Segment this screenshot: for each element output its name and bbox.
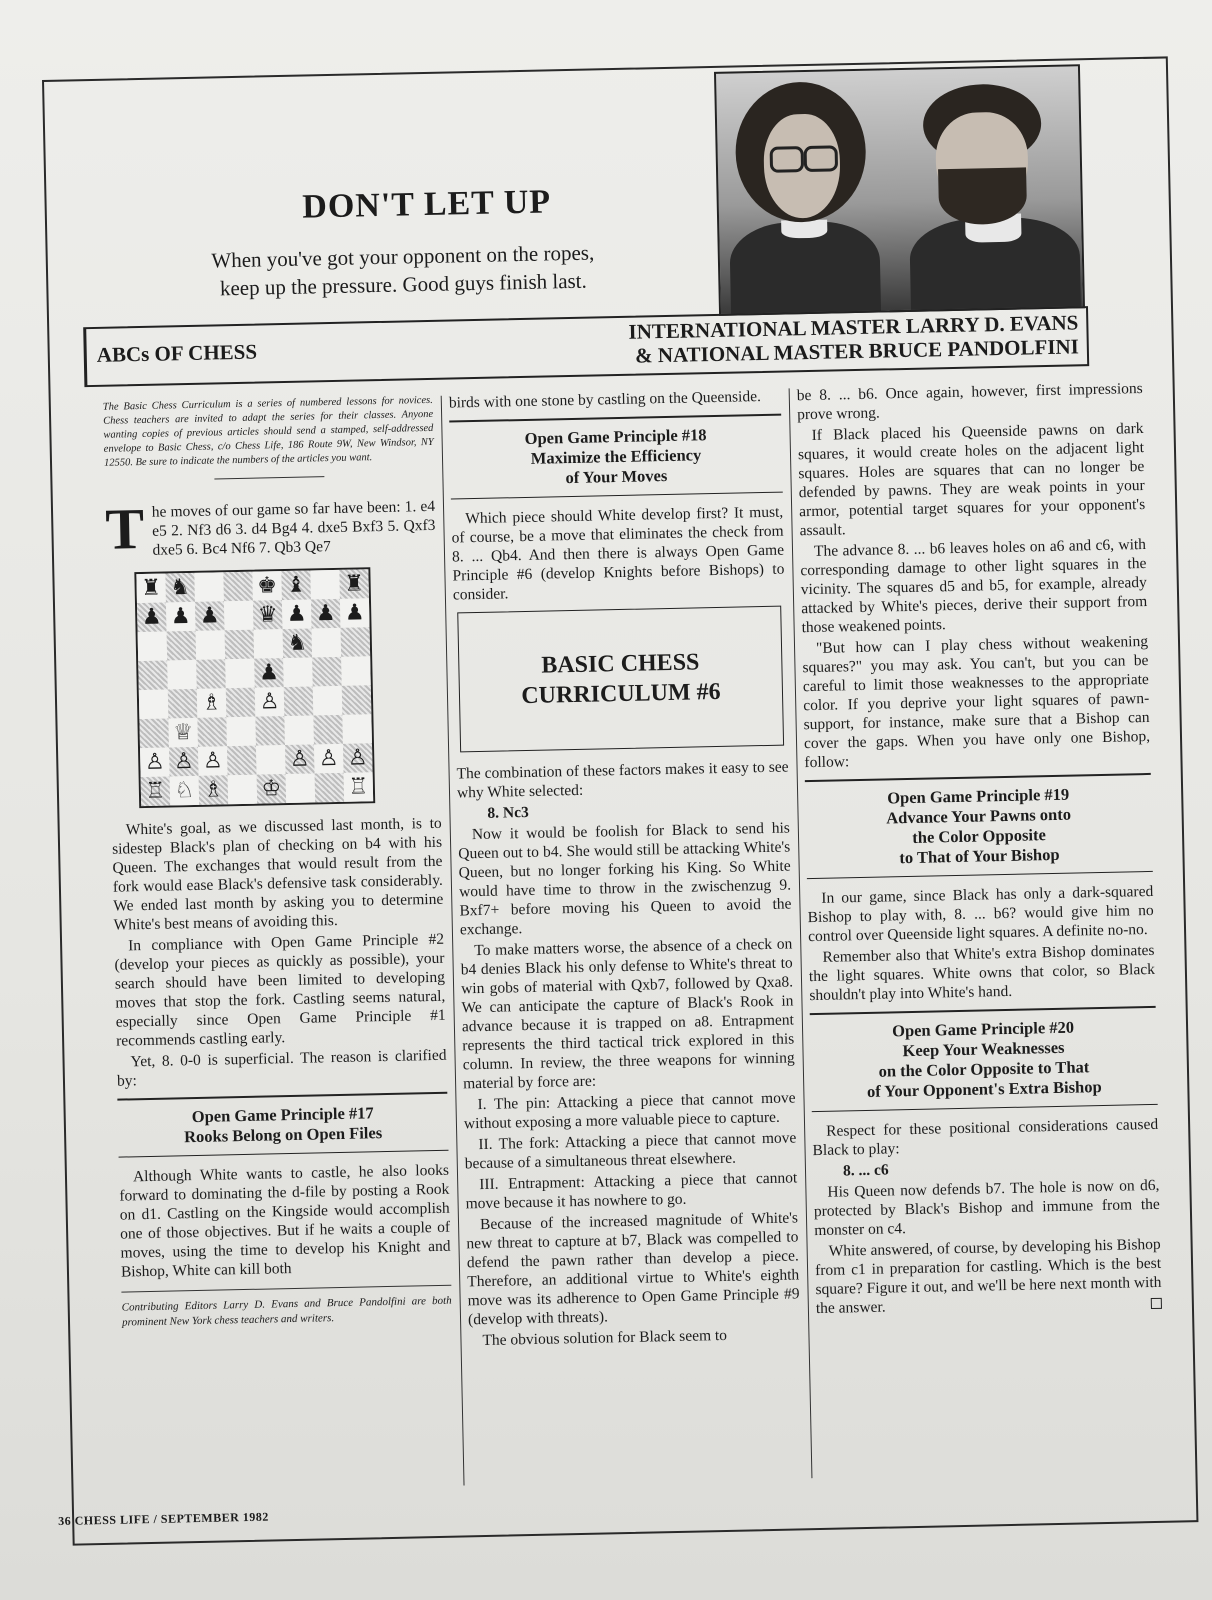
chess-piece-square: ♘ bbox=[170, 776, 200, 806]
paragraph: White's goal, as we discussed last month, is to sidestep Black's plan of checking on b4 with his Queen. The exchanges that would result from the fork would ease Black's defensive task considerably. We ended last month by asking you to determine White's best means of avoiding this. bbox=[111, 814, 444, 934]
chess-square bbox=[315, 773, 345, 803]
paragraph: Remember also that White's extra Bishop dominates the light squares. White owns that color, so Black shouldn't play into White's hand. bbox=[808, 941, 1156, 1005]
chess-piece-square: ♟ bbox=[311, 599, 341, 629]
curriculum-box: BASIC CHESS CURRICULUM #6 bbox=[457, 606, 784, 753]
chess-square bbox=[255, 716, 285, 746]
chess-square bbox=[312, 628, 342, 658]
chess-piece-square: ♟ bbox=[254, 658, 284, 688]
paragraph: If Black placed his Queenside pawns on dark squares, it would create holes on the adjacent light squares. Holes are squares that can no longer be defended by pawns. They are weak points in your armor, potential target squares for your opponent's assault. bbox=[797, 420, 1146, 540]
paragraph: Which piece should White develop first? It must, of course, be a move that eliminates the check from 8. ... Qb4. And then there is always Open Game Principle #6 (develop Knights before Bishops) to consider. bbox=[451, 503, 785, 604]
principle-17-heading: Open Game Principle #17 Rooks Belong on Open Files bbox=[117, 1092, 448, 1158]
chess-square bbox=[224, 601, 254, 631]
chess-piece-square: ♖ bbox=[344, 772, 374, 802]
paragraph: In our game, since Black has only a dark-squared Bishop to play with, 8. ... b6? would give him no control over Queenside light squares. A definite no-no. bbox=[807, 882, 1154, 946]
chess-board bbox=[136, 569, 373, 806]
page-footer: 36 CHESS LIFE / SEPTEMBER 1982 bbox=[58, 1509, 269, 1528]
byline bbox=[558, 310, 1079, 369]
chess-square bbox=[284, 715, 314, 745]
chess-square bbox=[196, 659, 226, 689]
paragraph: Yet, 8. 0-0 is superficial. The reason is clarified by: bbox=[116, 1046, 447, 1090]
chess-piece-square: ♟ bbox=[340, 598, 370, 628]
deck-line-1: When you've got your opponent on the ropes, bbox=[211, 240, 595, 273]
column-1 bbox=[103, 394, 452, 1331]
paragraph: In compliance with Open Game Principle #2 (develop your pieces as quickly as possible), your search should have been limited to developing moves that stop the fork. Castling seems natural, especially since Open Game Principle #1 recommends castling early. bbox=[114, 930, 446, 1050]
paragraph: "But how can I play chess without weakening squares?" you may ask. You can't, but you can be careful to limit those weaknesses to the appropriate color. If you deprive your light squares of pawn-support, for instance, make sure that a Bishop can cover the gaps. When you have only one Bishop, follow: bbox=[802, 632, 1151, 772]
moves-text: he moves of our game so far have been: 1. e4 e5 2. Nf3 d6 3. d4 Bg4 4. dxe5 Bxf3 5. Qxf3 dxe5 6. Bc4 Nf6 7. Qb3 Qe7 bbox=[151, 497, 436, 559]
chess-square bbox=[194, 572, 224, 602]
paragraph: Although White wants to castle, he also looks forward to dominating the d-file by posting a Rook on d1. Castling on the Kingside would accomplish one of those objectives. But if he waits a couple of moves, using the time to develop his Knight and Bishop, White can kill both bbox=[119, 1161, 451, 1281]
chess-square bbox=[139, 689, 169, 719]
chess-square bbox=[341, 627, 371, 657]
paragraph: The obvious solution for Black seem to bbox=[482, 1326, 728, 1350]
chess-square bbox=[341, 656, 371, 686]
chess-piece-square: ♕ bbox=[168, 718, 198, 748]
chess-square bbox=[342, 714, 372, 744]
chess-piece-square: ♙ bbox=[285, 744, 315, 774]
chess-square bbox=[168, 689, 198, 719]
chess-square bbox=[197, 717, 227, 747]
chess-square bbox=[227, 746, 257, 776]
chess-piece-square: ♜ bbox=[136, 574, 166, 604]
divider bbox=[214, 476, 324, 479]
paragraph: To make matters worse, the absence of a check on b4 denies Black his only defense to White's threat to win gobs of material with Qxb7, followed by Qxa8. We can anticipate the capture of Black's Rook in advance because it is trapped on a8. Entrapment represents the third tactical trick explored in this column. In review, the three weapons for winning material by force are: bbox=[460, 935, 795, 1093]
authors-photo bbox=[714, 64, 1085, 316]
paragraph: Because of the increased magnitude of White's new threat to capture at b7, Black was compelled to defend the pawn rather than develop a piece. Therefore, an additional virtue to White's eighth move was its adherence to Open Game Principle #9 (develop with threats). bbox=[466, 1209, 800, 1329]
byline-line-1: INTERNATIONAL MASTER LARRY D. EVANS bbox=[628, 310, 1079, 344]
chess-square bbox=[167, 660, 197, 690]
game-move: 8. ... c6 bbox=[842, 1161, 889, 1180]
chess-piece-square: ♙ bbox=[255, 687, 285, 717]
deck-line-2: keep up the pressure. Good guys finish last. bbox=[219, 268, 587, 301]
paragraph: Respect for these positional considerations caused Black to play: bbox=[812, 1115, 1159, 1160]
chess-square bbox=[226, 688, 256, 718]
column-3 bbox=[797, 379, 1162, 1320]
chess-piece-square: ♟ bbox=[195, 601, 225, 631]
paragraph: I. The pin: Attacking a piece that cannot move without exposing a more valuable piece to capture. bbox=[463, 1089, 796, 1133]
paragraph: His Queen now defends b7. The hole is now on d6, protected by Black's Bishop and immune from the monster on c4. bbox=[813, 1176, 1160, 1240]
chess-square bbox=[313, 715, 343, 745]
chess-square bbox=[228, 775, 258, 805]
chess-piece-square: ♗ bbox=[197, 688, 227, 718]
principle-20-heading: Open Game Principle #20 Keep Your Weaknesses on the Color Opposite to That of Your Opponent's Extra Bishop bbox=[810, 1006, 1158, 1112]
paragraph: The combination of these factors makes it easy to see why White selected: bbox=[456, 758, 789, 802]
chess-piece-square: ♝ bbox=[281, 570, 311, 600]
chess-square bbox=[196, 630, 226, 660]
article-frame bbox=[42, 56, 1198, 1545]
contributor-credit: Contributing Editors Larry D. Evans and Bruce Pandolfini are both prominent New York chess teachers and writers. bbox=[121, 1285, 452, 1331]
chess-piece-square: ♙ bbox=[198, 746, 228, 776]
chess-square bbox=[225, 630, 255, 660]
chess-piece-square: ♙ bbox=[169, 747, 199, 777]
section-banner bbox=[83, 306, 1089, 387]
section-title: ABCs OF CHESS bbox=[96, 339, 258, 367]
chess-piece-square: ♛ bbox=[253, 600, 283, 630]
paragraph: White answered, of course, by developing his Bishop from c1 in preparation for castling. Which is the best square? Figure it out, and we'll be here next month with the answer. bbox=[814, 1235, 1162, 1318]
chess-square bbox=[310, 570, 340, 600]
chess-piece-square: ♚ bbox=[252, 571, 282, 601]
paragraph: The advance 8. ... b6 leaves holes on a6 and c6, with corresponding damage to other light squares in the vicinity. The squares d5 and b5, for example, already attacked by White's pieces, derive their support from those weakened points. bbox=[800, 535, 1148, 637]
opening-paragraph bbox=[105, 497, 436, 561]
paragraph: II. The fork: Attacking a piece that cannot move because of a simultaneous threat elsewhere. bbox=[464, 1129, 797, 1173]
paragraph: be 8. ... b6. Once again, however, first impressions prove wrong. bbox=[796, 380, 1143, 424]
chess-piece-square: ♞ bbox=[165, 573, 195, 603]
chess-square bbox=[283, 657, 313, 687]
chess-piece-square: ♟ bbox=[137, 603, 167, 633]
column-2 bbox=[449, 387, 801, 1353]
chess-piece-square: ♟ bbox=[166, 602, 196, 632]
chess-square bbox=[225, 659, 255, 689]
chess-square bbox=[223, 572, 253, 602]
chess-piece-square: ♔ bbox=[257, 774, 287, 804]
paragraph: Now it would be foolish for Black to send his Queen out to b4. She would still be attacking White's Queen, but no longer forking his King. So White would have time to throw in the zwischenzug 9. Bxf7+ before moving his Queen to avoid the exchange. bbox=[458, 819, 792, 939]
deck bbox=[103, 236, 704, 305]
headline: DON'T LET UP bbox=[301, 183, 552, 226]
byline-line-2: & NATIONAL MASTER BRUCE PANDOLFINI bbox=[634, 334, 1080, 368]
chess-piece-square: ♗ bbox=[199, 775, 229, 805]
chess-square bbox=[342, 685, 372, 715]
chess-square bbox=[284, 686, 314, 716]
chess-piece-square: ♟ bbox=[282, 599, 312, 629]
chess-square bbox=[167, 631, 197, 661]
paragraph: birds with one stone by castling on the Queenside. bbox=[448, 388, 762, 412]
paragraph: III. Entrapment: Attacking a piece that cannot move because it has nowhere to go. bbox=[465, 1169, 798, 1213]
chess-square bbox=[256, 745, 286, 775]
drop-cap: T bbox=[104, 495, 145, 562]
chess-square bbox=[226, 717, 256, 747]
chess-piece-square: ♜ bbox=[339, 569, 369, 599]
game-move: 8. Nc3 bbox=[487, 803, 529, 822]
chess-piece-square: ♙ bbox=[343, 743, 373, 773]
chess-piece-square: ♞ bbox=[283, 628, 313, 658]
chess-piece-square: ♙ bbox=[314, 744, 344, 774]
chess-square bbox=[254, 629, 284, 659]
end-mark-icon bbox=[1151, 1298, 1162, 1309]
chess-diagram bbox=[134, 567, 375, 808]
chess-piece-square: ♙ bbox=[140, 747, 170, 777]
chess-square bbox=[138, 632, 168, 662]
chess-square bbox=[286, 773, 316, 803]
principle-19-heading: Open Game Principle #19 Advance Your Pawns onto the Color Opposite to That of Your Bishop bbox=[805, 773, 1153, 879]
chess-square bbox=[313, 686, 343, 716]
chess-square bbox=[138, 661, 168, 691]
principle-18-heading: Open Game Principle #18 Maximize the Efficiency of Your Moves bbox=[449, 414, 783, 500]
series-intro: The Basic Chess Curriculum is a series of numbered lessons for novices. Chess teachers are invited to adapt the series for their classes. Anyone wanting copies of previous articles should send a stamped, self-addressed envelope to Basic Chess, c/o Chess Life, 186 Route 9W, New Windsor, NY 12550. Be sure to indicate the numbers of the articles you want. bbox=[102, 394, 434, 469]
chess-piece-square: ♖ bbox=[141, 776, 171, 806]
chess-square bbox=[312, 657, 342, 687]
chess-square bbox=[139, 718, 169, 748]
